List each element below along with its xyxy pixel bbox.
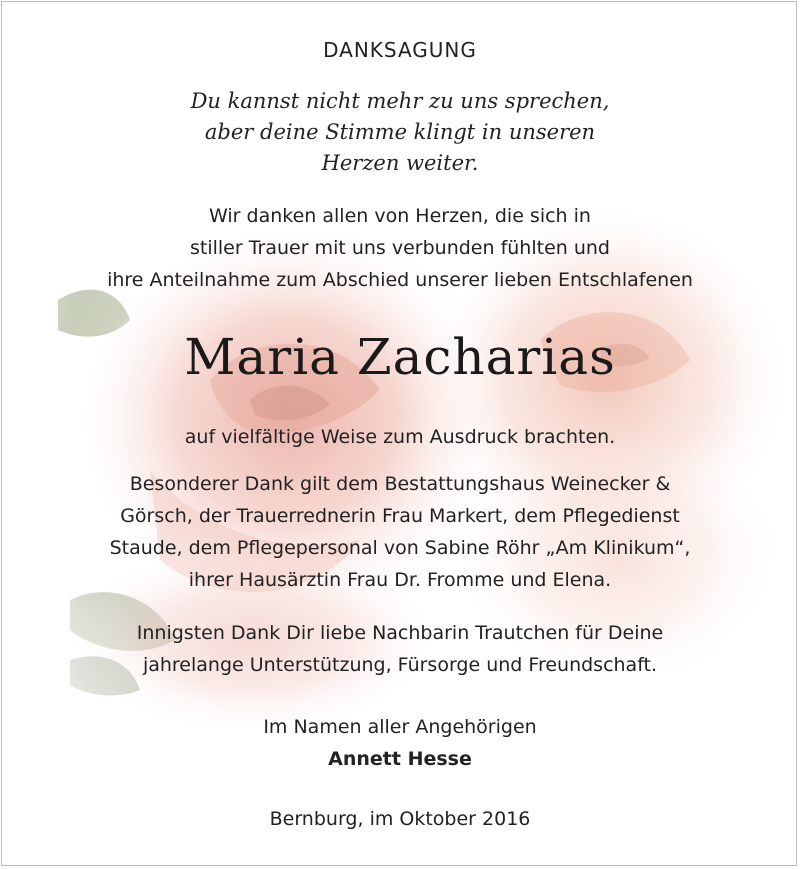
poem-line: Herzen weiter. [321, 151, 479, 175]
place-date: Bernburg, im Oktober 2016 [269, 808, 531, 830]
poem-line: aber deine Stimme klingt in unseren [204, 120, 596, 144]
signoff-block [0, 711, 800, 775]
thanks-line: Görsch, der Trauerrednerin Frau Markert, dem Pflegedienst [120, 505, 680, 527]
heading: DANKSAGUNG [323, 38, 477, 62]
thanks-line: ihrer Hausärztin Frau Dr. Fromme und Elena. [188, 569, 612, 591]
neighbor-thanks-paragraph [0, 617, 800, 681]
signer-name: Annett Hesse [328, 748, 472, 770]
poem [0, 86, 800, 179]
intro-line: ihre Anteilnahme zum Abschied unserer lieben Entschlafenen [107, 269, 693, 291]
thanks-line: Staude, dem Pflegepersonal von Sabine Röhr „Am Klinikum“, [109, 537, 691, 559]
special-thanks-paragraph [0, 468, 800, 596]
neighbor-line: jahrelange Unterstützung, Fürsorge und Freundschaft. [142, 654, 658, 676]
signoff-text: Im Namen aller Angehörigen [263, 716, 537, 738]
after-name-line [0, 421, 800, 453]
intro-paragraph [0, 200, 800, 296]
intro-line: stiller Trauer mit uns verbunden fühlten und [189, 237, 610, 259]
thanks-line: Besonderer Dank gilt dem Bestattungshaus Weinecker & [129, 473, 671, 495]
after-name-text: auf vielfältige Weise zum Ausdruck brachten. [184, 426, 616, 448]
neighbor-line: Innigsten Dank Dir liebe Nachbarin Trautchen für Deine [136, 622, 664, 644]
intro-line: Wir danken allen von Herzen, die sich in [209, 205, 591, 227]
poem-line: Du kannst nicht mehr zu uns sprechen, [190, 89, 610, 113]
deceased-name: Maria Zacharias [184, 328, 616, 386]
